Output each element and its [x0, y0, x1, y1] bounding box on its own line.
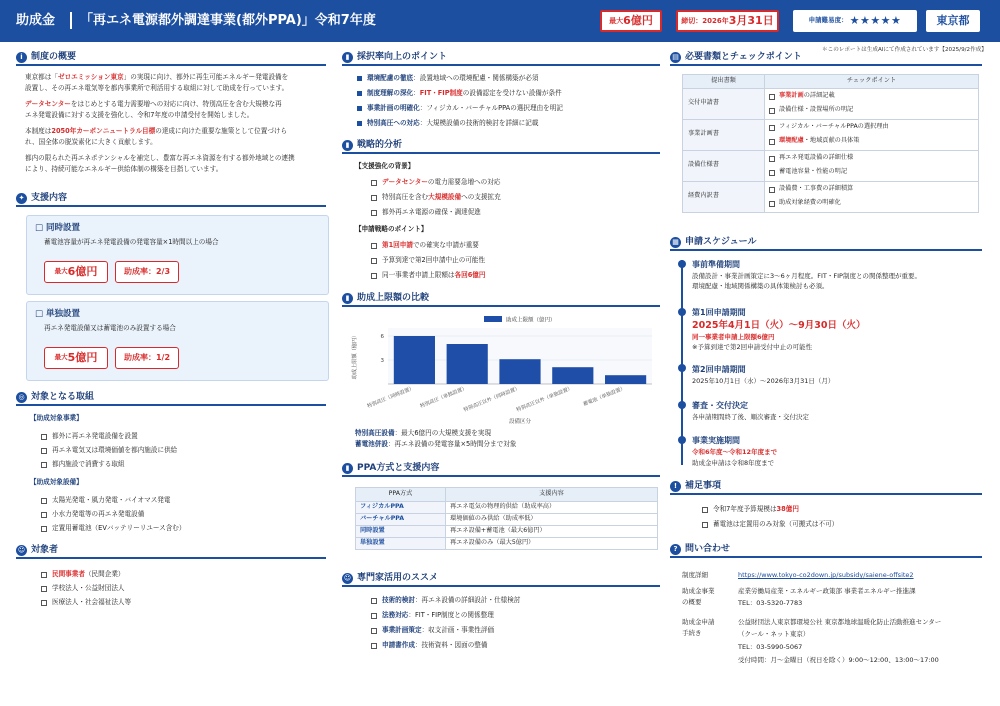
section-line [16, 557, 326, 559]
list-item: 蓄電池は定置用のみ対象（可搬式は不可） [702, 520, 838, 530]
list-item: 民間事業者 （民間企業） [41, 570, 125, 580]
support-panel-standalone: □ 単独設置 再エネ発電設備又は蓄電池のみ設置する場合 最大 5億円 助成率：1/2 [26, 301, 329, 381]
table-row: 経費内訳書 設備費・工事費の詳細積算 助成対象経費の明確化 [683, 181, 979, 212]
bar-chart-icon: ▮ [342, 293, 353, 304]
contact-heading: ? 問い合わせ [670, 543, 730, 556]
documents-table: 提出書類 チェックポイント 交付申請書 事業計画 の詳細記載 設備仕様・設置場所の明記 事業計画書 フィジカル・バーチャルPPAの選択理由 環境配慮 ・地域貢献の具体策 設備仕様書 再エネ発電設備の詳細仕様 蓄電池容量・性能の明記 経費内訳書 設備費・工事費の詳細積算 助成対象経費の明確化 [682, 74, 979, 213]
page-title: 「再エネ電源都外調達事業(都外PPA)」令和7年度 [80, 13, 376, 28]
details-link[interactable]: https://www.tokyo-co2down.jp/subsidy/saiene-offsite2 [738, 571, 914, 579]
section-line [342, 152, 660, 154]
supplement-heading: ! 補足事項 [670, 480, 721, 493]
section-line [16, 205, 326, 207]
bar [499, 359, 540, 384]
max-amount-pill: 最大 6億円 [44, 261, 108, 283]
ppa-heading: ▮ PPA方式と支援内容 [342, 462, 439, 475]
section-line [342, 585, 660, 587]
list-item: 予算到達で第2回申請中止の可能性 [371, 256, 485, 266]
section-line [670, 556, 982, 558]
clipboard-icon: ▤ [670, 52, 681, 63]
section-line [16, 404, 326, 406]
eligible-heading: ☺ 対象者 [17, 545, 59, 555]
list-item: 特別高圧を含む 大規模設備 への支援拡充 [371, 193, 501, 203]
target-icon: ◎ [16, 392, 27, 403]
strategy-heading: ▮ 戦略的分析 [342, 139, 402, 152]
bar-chart-icon: ▮ [342, 52, 353, 63]
list-item: データセンター の電力需要急増への対応 [371, 178, 500, 188]
y-tick-label: 3 [380, 358, 384, 364]
max-amount-badge: 最大 6億円 [600, 10, 662, 32]
table-row: バーチャルPPA 環境価値のみ供給（助成率低） [356, 513, 658, 525]
schedule-heading: ▦ 申請スケジュール [670, 236, 756, 249]
y-axis-label: 助成上限額（億円） [352, 332, 358, 380]
table-row: 交付申請書 事業計画 の詳細記載 設備仕様・設置場所の明記 [683, 88, 979, 119]
list-item: 同一事業者申請上限額は 各回6億円 [371, 271, 486, 281]
chart-icon: ▮ [342, 140, 353, 151]
schedule-step-title: 事業実施期間 [692, 436, 740, 445]
bar-chart-icon: ▮ [342, 463, 353, 474]
list-item: 令和7年度予算規模は 38億円 [702, 505, 799, 515]
list-item: 第1回申請 での確実な申請が重要 [371, 241, 479, 251]
list-item: 都内施設で消費する取組 [41, 460, 125, 470]
star-icon: ★★★★★ [849, 14, 902, 28]
table-row: 単独設置 再エネ設備のみ（最大5億円） [356, 537, 658, 549]
support-heading: ✦ 支援内容 [16, 192, 67, 205]
list-item: 都外に再エネ発電設備を設置 [41, 432, 138, 442]
adoption-heading: ▮ 採択率向上のポイント [342, 51, 447, 64]
bar [447, 344, 488, 384]
chart-notes: 特別高圧設備：最大6億円の大規模支援を実現 蓄電池併設：再エネ設備の発電容量×5時間分まで対象 [355, 429, 517, 448]
section-line [16, 64, 326, 66]
category-tag: 助成金 [16, 13, 56, 28]
x-tick-label: 特別高圧以外（同時設置） [462, 385, 521, 414]
schedule-step-title: 第2回申請期間 [692, 365, 746, 374]
list-item: 医療法人・社会福祉法人等 [41, 598, 131, 608]
strategy-sub-background: 【支援強化の背景】 [355, 162, 415, 170]
y-tick-label: 6 [380, 334, 384, 340]
section-line [342, 305, 660, 307]
overview-text: 東京都は「ゼロエミッション東京」の実現に向け、都外に再生可能エネルギー発電設備を 設置し、その再エネ電気等を都内事業所で利活用する取組に対して助成を行っています。 データセンターをはじめとする電力需要増への対応に向け、特別高圧を含む大規模な再 エネ発電設備に対する支援を強化し、令和7年度の申請受付を開始しました。 本制度は2050年カーボンニュートラル目標の達成に向けた重要な施策として位置づけら れ、国全体の脱炭素化に大きく貢献します。 都内の限られた再エネポテンシャルを補完し、豊富な再エネ資源を有する都外地域との連携 により、持続可能なエネルギー供給体制の構築を目指しています。 [25, 73, 295, 173]
section-line [670, 64, 982, 66]
difficulty-badge: 申請難易度： ★★★★★ [793, 10, 917, 32]
table-row: 設備仕様書 再エネ発電設備の詳細仕様 蓄電池容量・性能の明記 [683, 150, 979, 181]
overview-heading: i 制度の概要 [16, 51, 76, 64]
region-badge: 東京都 [926, 10, 980, 32]
section-line [670, 493, 982, 495]
strategy-sub-points: 【申請戦略のポイント】 [355, 225, 428, 233]
list-item: 事業計画策定 ：収支計画・事業性評価 [371, 626, 494, 636]
people-icon: ☺ [17, 546, 26, 555]
legend-label: 助成上限額（億円） [506, 317, 556, 324]
list-item: 技術的検討 ：再エネ設備の詳細設計・仕様検討 [371, 596, 520, 606]
support-panel-simultaneous: □ 同時設置 蓄電池容量が再エネ発電設備の発電容量×1時間以上の場合 最大 6億円 助成率：2/3 [26, 215, 329, 295]
x-tick-label: 特別高圧以外（単独設置） [515, 385, 574, 414]
header-bar [0, 0, 1000, 42]
bar [394, 336, 435, 384]
schedule-step-title: 第1回申請期間 [692, 308, 746, 317]
max-amount-pill: 最大 5億円 [44, 347, 108, 369]
rate-pill: 助成率：1/2 [115, 347, 179, 369]
x-axis-label: 設備区分 [508, 419, 532, 424]
table-row: フィジカルPPA 再エネ電気の物理的供給（助成率高） [356, 501, 658, 513]
bar [552, 367, 593, 384]
chart-heading: ▮ 助成上限額の比較 [342, 292, 429, 305]
limit-comparison-chart [342, 312, 662, 424]
list-item: 小水力発電等の再エネ発電設備 [41, 510, 144, 520]
table-row: 事業計画書 フィジカル・バーチャルPPAの選択理由 環境配慮 ・地域貢献の具体策 [683, 119, 979, 150]
table-row: 同時設置 再エネ設備+蓄電池（最大6億円） [356, 525, 658, 537]
legend-swatch [484, 316, 502, 322]
x-tick-label: 蓄電池（単独設置） [582, 385, 627, 408]
section-line [342, 475, 660, 477]
info-icon: i [16, 52, 27, 63]
section-line [670, 249, 982, 251]
list-item: 法務対応 ：FIT・FIP制度との関係整理 [371, 611, 494, 621]
person-icon: ☺ [343, 574, 352, 583]
list-item: 環境配慮の徹底 ：設置地域への環境配慮・関係構築が必須 [357, 74, 538, 84]
ppa-table: PPA方式 支援内容 フィジカルPPA 再エネ電気の物理的供給（助成率高） バーチャルPPA 環境価値のみ供給（助成率低） 同時設置 再エネ設備+蓄電池（最大6億円） 単独設置 再エネ設備のみ（最大5億円） [355, 487, 658, 550]
header-divider [70, 12, 72, 29]
list-item: 学校法人・公益財団法人 [41, 584, 125, 594]
question-icon: ? [670, 544, 681, 555]
handshake-icon: ✦ [16, 193, 27, 204]
schedule-timeline [678, 256, 686, 472]
ai-note: ＊このレポートは生成AIにて作成されています【2025/9/2作成】 [822, 47, 987, 53]
targets-heading: ◎ 対象となる取組 [16, 391, 94, 404]
calendar-icon: ▦ [670, 237, 681, 248]
list-item: 制度理解の深化 ： FIT・FIP制度 の設備認定を受けない設備が条件 [357, 89, 562, 99]
targets-sub-equipment: 【助成対象設備】 [30, 478, 83, 486]
rate-pill: 助成率：2/3 [115, 261, 179, 283]
x-tick-label: 特別高圧（同時設置） [366, 385, 416, 410]
list-item: 定置用蓄電池（EVバッテリーリユース含む） [41, 524, 186, 534]
section-line [342, 64, 660, 66]
list-item: 特別高圧への対応 ：大規模設備の技術的検討を詳細に記載 [357, 119, 538, 129]
documents-heading: ▤ 必要書類とチェックポイント [670, 51, 802, 64]
bar [605, 375, 646, 384]
list-item: 太陽光発電・風力発電・バイオマス発電 [41, 496, 171, 506]
targets-sub-business: 【助成対象事業】 [30, 414, 83, 422]
experts-heading: ☺ 専門家活用のススメ [343, 573, 439, 583]
warning-icon: ! [670, 481, 681, 492]
list-item: 事業計画の明確化 ：フィジカル・バーチャルPPAの選択理由を明記 [357, 104, 563, 114]
list-item: 申請書作成 ：技術資料・図面の整備 [371, 641, 488, 651]
list-item: 都外再エネ電源の確保・調達促進 [371, 208, 481, 218]
list-item: 再エネ電気又は環境価値を都内施設に供給 [41, 446, 177, 456]
schedule-step-title: 審査・交付決定 [692, 401, 748, 410]
deadline-badge: 締切：2026年 3月31日 [676, 10, 779, 32]
x-tick-label: 特別高圧（単独設置） [419, 385, 468, 410]
schedule-step-title: 事前準備期間 [692, 260, 740, 269]
